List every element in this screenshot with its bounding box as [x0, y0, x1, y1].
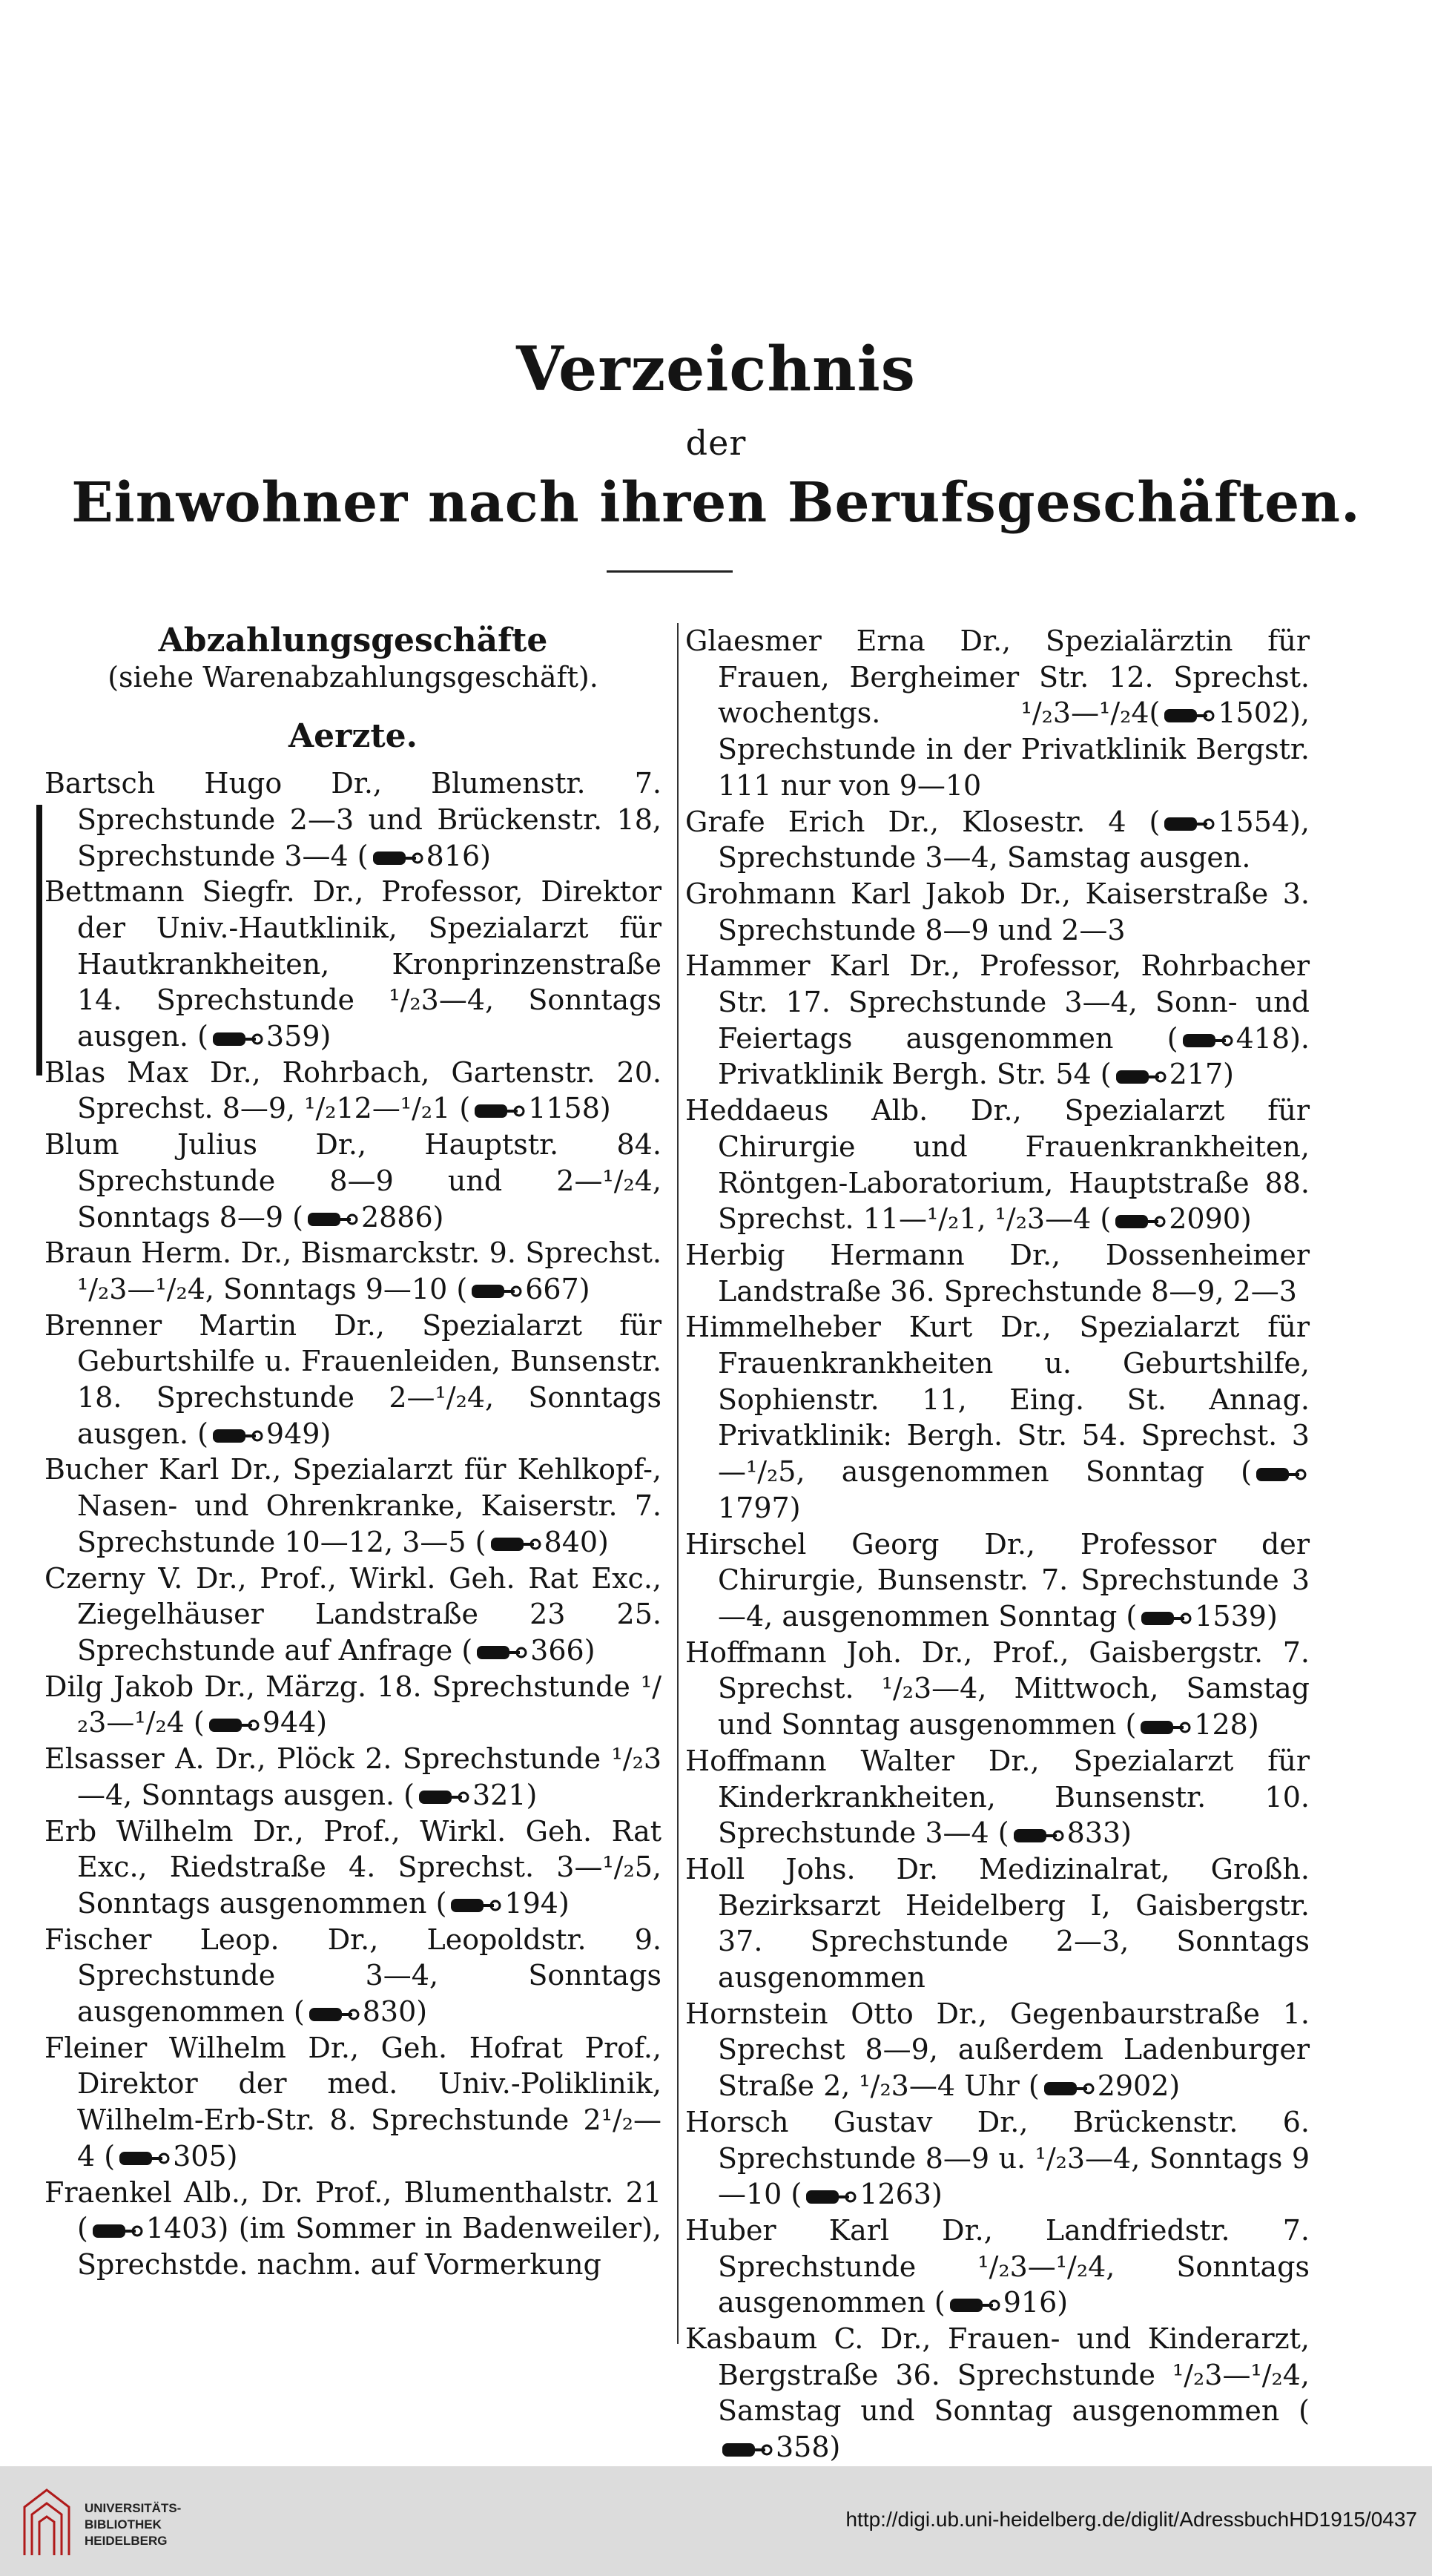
entry-text-tail: ) (im Sommer in Badenweiler), Sprechstde. nachm. auf Vormerkung [77, 2212, 661, 2281]
telephone-icon [721, 2440, 773, 2460]
telephone-number [802, 2178, 931, 2210]
page-subtitle: Einwohner nach ihren Berufsgeschäften. [71, 471, 1361, 535]
entry-text-tail: ) [1247, 1708, 1259, 1742]
title-divider [607, 570, 733, 573]
column-divider [677, 623, 679, 2344]
telephone-icon [449, 1896, 501, 1915]
telephone-icon [306, 1210, 358, 1229]
entry-text: Fischer Leop. Dr., Leopoldstr. 9. Sprechstunde 3—4, Sonntags ausgenommen ( [44, 1923, 661, 2029]
telephone-number-value: 1797 [718, 1491, 790, 1524]
entry-text: Fraenkel Alb., Dr. Prof., Blumenthalstr. 21 ( [44, 2175, 661, 2245]
entry-text: Glaesmer Erna Dr., Spezialärztin für Frauen, Bergheimer Str. 12. Sprechst. wochentgs. ¹/₂3—¹/₂4( [685, 625, 1310, 730]
entry-text-tail: ) [1169, 2069, 1181, 2103]
entry-text: Blas Max Dr., Rohrbach, Gartenstr. 20. Sprechst. 8—9, ¹/₂12—¹/₂1 ( [44, 1055, 661, 1125]
telephone-icon [470, 1282, 522, 1301]
telephone-number-value: 1554 [1218, 805, 1290, 838]
entry-text-tail: ) [931, 2178, 943, 2211]
telephone-icon [1012, 1826, 1064, 1845]
entry-text: Fleiner Wilhelm Dr., Geh. Hofrat Prof., Direktor der med. Univ.-Poliklinik, Wilhelm-Erb-Str. 8. Sprechstunde 2¹/₂—4 ( [44, 2031, 661, 2173]
entry-text: Bartsch Hugo Dr., Blumenstr. 7. Sprechstunde 2—3 und Brückenstr. 18, Sprechstunde 3—4 ( [44, 767, 661, 872]
directory-entry [685, 2321, 1310, 2465]
telephone-number [115, 2140, 227, 2173]
directory-entry [44, 1741, 661, 1813]
section-heading-aerzte: Aerzte. [288, 717, 418, 756]
telephone-number-value: 217 [1169, 1058, 1224, 1091]
entry-text: Horsch Gustav Dr., Brückenstr. 6. Sprechstunde 8—9 u. ¹/₂3—4, Sonntags 9—10 ( [685, 2105, 1310, 2211]
entry-text: Dilg Jakob Dr., Märzg. 18. Sprechstunde ¹/₂3—¹/₂4 ( [44, 1670, 661, 1739]
telephone-number-value: 359 [265, 1020, 320, 1053]
directory-entry [44, 2175, 661, 2283]
entry-text-tail: ) [578, 1272, 590, 1305]
entry-text-tail: ) [1121, 1816, 1132, 1850]
directory-entry [44, 1814, 661, 1922]
directory-entry [685, 1851, 1310, 1996]
telephone-number-value: 833 [1066, 1816, 1121, 1850]
telephone-number-value: 1502 [1218, 696, 1290, 730]
directory-entry [685, 1309, 1310, 1526]
library-name-line3: HEIDELBERG [85, 2534, 168, 2548]
directory-entry [44, 1561, 661, 1669]
telephone-number-value: 2886 [360, 1200, 433, 1233]
entry-text: Hoffmann Walter Dr., Spezialarzt für Kinderkrankheiten, Bunsenstr. 10. Sprechstunde 3—4 ( [685, 1744, 1310, 1850]
telephone-number [205, 1706, 317, 1739]
telephone-number [305, 1995, 417, 2028]
entry-text: Holl Johs. Dr. Medizinalrat, Großh. Bezirksarzt Heidelberg I, Gaisbergstr. 37. Sprechstunde 2—3, Sonntags ausgenommen [685, 1852, 1310, 1994]
telephone-icon [1255, 1465, 1307, 1484]
telephone-number-value: 418 [1235, 1021, 1290, 1055]
telephone-number [1178, 1022, 1290, 1055]
directory-entry [685, 1743, 1310, 1851]
telephone-icon [1114, 1212, 1166, 1231]
entry-text: Huber Karl Dr., Landfriedstr. 7. Sprechstunde ¹/₂3—¹/₂4, Sonntags ausgenommen ( [685, 2213, 1310, 2319]
telephone-number [1111, 1202, 1241, 1235]
source-url-link[interactable]: http://digi.ub.uni-heidelberg.de/diglit/AdressbuchHD1915/0437 [845, 2508, 1417, 2531]
telephone-number-value: 1158 [528, 1092, 600, 1125]
telephone-number-value: 2902 [1097, 2069, 1169, 2103]
left-column [44, 623, 661, 2283]
directory-entry [44, 765, 661, 874]
directory-entry [685, 1093, 1310, 1237]
telephone-icon [1163, 706, 1215, 725]
library-logo-icon [13, 2481, 80, 2563]
entry-text-tail: ) [1266, 1599, 1278, 1633]
entry-text: Herbig Hermann Dr., Dossenheimer Landstraße 36. Sprechstunde 8—9, 2—3 [685, 1238, 1310, 1308]
telephone-icon [372, 849, 423, 868]
entry-text: Erb Wilhelm Dr., Prof., Wirkl. Geh. Rat Exc., Riedstraße 4. Sprechst. 3—¹/₂5, Sonntags ausgenommen ( [44, 1814, 661, 1920]
entry-text: Czerny V. Dr., Prof., Wirkl. Geh. Rat Exc., Ziegelhäuser Landstraße 23 25. Sprechstunde auf Anfrage ( [44, 1561, 661, 1667]
entry-text: Bettmann Siegfr. Dr., Professor, Direktor der Univ.-Hautklinik, Spezialarzt für Hautkrankheiten, Kronprinzenstraße 14. Sprechstunde ¹/₂3—4, Sonntags ausgen. ( [44, 875, 661, 1053]
entry-text-tail: ) [1223, 1058, 1234, 1091]
entry-text-tail: ) [320, 1020, 331, 1053]
telephone-number [1009, 1816, 1121, 1849]
left-entry-list [44, 765, 661, 2283]
directory-entry [685, 2104, 1310, 2213]
title-connector: der [685, 423, 747, 463]
entry-text-tail: ), Sprechstunde 3—4, Samstag ausgen. [718, 805, 1310, 874]
library-name [85, 2500, 181, 2549]
telephone-number [88, 2212, 218, 2244]
entry-text-tail: ), Sprechstunde in der Privatklinik Bergstr. 111 nur von 9—10 [718, 696, 1310, 802]
directory-entry [685, 1635, 1310, 1743]
entry-text: Grafe Erich Dr., Klosestr. 4 ( [685, 805, 1161, 838]
telephone-number-value: 366 [530, 1633, 584, 1667]
directory-entry [44, 1235, 661, 1307]
entry-text: Hirschel Georg Dr., Professor der Chirurgie, Bunsenstr. 7. Sprechstunde 3—4, ausgenommen Sonntag ( [685, 1527, 1310, 1633]
entry-text-tail: ) [226, 2139, 238, 2173]
telephone-icon [1181, 1031, 1233, 1050]
telephone-number-value: 305 [173, 2139, 227, 2173]
telephone-icon [211, 1426, 263, 1446]
entry-text: Hammer Karl Dr., Professor, Rohrbacher Str. 17. Sprechstunde 3—4, Sonn- und Feiertags ausgenommen ( [685, 949, 1310, 1055]
telephone-number [946, 2286, 1057, 2319]
entry-text: Himmelheber Kurt Dr., Spezialarzt für Frauenkrankheiten u. Geburtshilfe, Sophienstr. 11, Eing. St. Annag. Privatklinik: Bergh. Str. 54. Sprechst. 3—¹/₂5, ausgenommen Sonntag ( [685, 1311, 1310, 1489]
entry-text-tail: ) [599, 1092, 611, 1125]
entry-text: Bucher Karl Dr., Spezialarzt für Kehlkopf-, Nasen- und Ohrenkranke, Kaiserstr. 7. Sprechstunde 10—12, 3—5 ( [44, 1453, 661, 1558]
directory-entry [685, 2213, 1310, 2321]
entry-text: Blum Julius Dr., Hauptstr. 84. Sprechstunde 8—9 und 2—¹/₂4, Sonntags 8—9 ( [44, 1128, 661, 1233]
entry-text-tail: ) [1240, 1202, 1252, 1236]
entry-text: Hoffmann Joh. Dr., Prof., Gaisbergstr. 7. Sprechst. ¹/₂3—4, Mittwoch, Samstag und Sonntag ausgenommen ( [685, 1635, 1310, 1742]
telephone-number [1160, 806, 1290, 838]
directory-entry [44, 1669, 661, 1741]
entry-text: Hornstein Otto Dr., Gegenbaurstraße 1. Sprechst 8—9, außerdem Ladenburger Straße 2, ¹/₂3—4 Uhr ( [685, 1997, 1310, 2103]
telephone-number-value: 194 [504, 1886, 558, 1920]
margin-mark [36, 805, 42, 1075]
telephone-number [369, 840, 481, 872]
entry-text: Braun Herm. Dr., Bismarckstr. 9. Sprechst. ¹/₂3—¹/₂4, Sonntags 9—10 ( [44, 1236, 661, 1305]
directory-entry [44, 1308, 661, 1452]
telephone-number [303, 1201, 433, 1233]
telephone-icon [1043, 2079, 1095, 2098]
telephone-number-value: 321 [472, 1778, 527, 1811]
library-name-line1: UNIVERSITÄTS- [85, 2501, 182, 2515]
entry-text-tail: ) [584, 1633, 595, 1667]
telephone-icon [805, 2187, 857, 2207]
directory-entry [44, 1055, 661, 1127]
entry-text: Grohmann Karl Jakob Dr., Kaiserstraße 3. Sprechstunde 8—9 und 2—3 [685, 877, 1310, 946]
directory-entry [685, 876, 1310, 948]
telephone-number-value: 949 [265, 1417, 320, 1450]
telephone-number [470, 1092, 600, 1124]
telephone-number [415, 1779, 527, 1811]
telephone-icon [211, 1030, 263, 1049]
telephone-icon [948, 2296, 1000, 2315]
telephone-number [486, 1526, 598, 1558]
right-entry-list [685, 623, 1310, 2465]
telephone-number-value: 830 [362, 1995, 417, 2029]
telephone-number [1160, 696, 1290, 729]
entry-text-tail: ) [480, 839, 491, 872]
library-name-line2: BIBLIOTHEK [85, 2517, 162, 2531]
section-heading-abzahlung: Abzahlungsgeschäfte [158, 622, 548, 659]
telephone-icon [473, 1101, 525, 1121]
telephone-icon [1115, 1067, 1167, 1087]
telephone-number-value: 916 [1003, 2286, 1057, 2319]
telephone-icon [475, 1643, 527, 1662]
entry-text-tail: ) [789, 1491, 801, 1524]
telephone-number-value: 816 [426, 839, 481, 872]
telephone-icon [1163, 814, 1215, 834]
entry-text: Kasbaum C. Dr., Frauen- und Kinderarzt, Bergstraße 36. Sprechstunde ¹/₂3—¹/₂4, Samstag und Sonntag ausgenommen ( [685, 2322, 1310, 2428]
entry-text-tail: ) [316, 1706, 328, 1739]
directory-entry [44, 1922, 661, 2030]
telephone-number-value: 358 [776, 2431, 830, 2464]
entry-text-tail: ) [320, 1417, 331, 1450]
telephone-number [208, 1020, 320, 1053]
directory-entry [44, 874, 661, 1055]
entry-text-tail: ) [526, 1778, 538, 1811]
entry-text-tail: ) [829, 2431, 841, 2464]
telephone-number [472, 1634, 584, 1667]
telephone-number-value: 1403 [145, 2212, 218, 2245]
entry-text-tail: ) [558, 1886, 570, 1920]
telephone-icon [208, 1716, 260, 1735]
entry-text-tail: ) [432, 1200, 444, 1233]
telephone-icon [118, 2149, 170, 2168]
directory-entry [685, 1996, 1310, 2104]
telephone-number [718, 2431, 830, 2463]
telephone-number-value: 1539 [1195, 1599, 1267, 1633]
directory-entry [44, 1127, 661, 1235]
telephone-number [1137, 1600, 1267, 1633]
directory-entry [44, 1452, 661, 1560]
telephone-number [446, 1887, 558, 1920]
telephone-icon [1140, 1609, 1192, 1628]
telephone-number [1112, 1058, 1224, 1090]
telephone-number-value: 128 [1194, 1708, 1248, 1742]
footer-bar [0, 2466, 1432, 2576]
directory-entry [685, 948, 1310, 1093]
entry-text: Elsasser A. Dr., Plöck 2. Sprechstunde ¹/₂3—4, Sonntags ausgen. ( [44, 1742, 661, 1811]
directory-entry [685, 1237, 1310, 1309]
telephone-number-value: 944 [262, 1706, 317, 1739]
entry-text: Brenner Martin Dr., Spezialarzt für Geburtshilfe u. Frauenleiden, Bunsenstr. 18. Sprechstunde 2—¹/₂4, Sonntags ausgen. ( [44, 1308, 661, 1450]
telephone-number [208, 1417, 320, 1450]
telephone-icon [1139, 1718, 1191, 1737]
entry-text: Heddaeus Alb. Dr., Spezialarzt für Chirurgie und Frauenkrankheiten, Röntgen-Laboratorium, Hauptstraße 88. Sprechst. 11—¹/₂1, ¹/₂3—4 ( [685, 1094, 1310, 1236]
entry-text-tail: ). Privatklinik Bergh. Str. 54 ( [718, 1021, 1310, 1091]
entry-text-tail: ) [1057, 2286, 1069, 2319]
page-title: Verzeichnis [516, 334, 916, 405]
telephone-number [467, 1273, 579, 1305]
entry-text-tail: ) [598, 1525, 609, 1558]
right-column [685, 623, 1310, 2465]
directory-entry [44, 2030, 661, 2175]
telephone-number-value: 667 [525, 1272, 579, 1305]
telephone-icon [489, 1535, 541, 1554]
telephone-icon [91, 2221, 143, 2241]
telephone-icon [418, 1788, 469, 1807]
directory-entry [685, 623, 1310, 804]
telephone-number-value: 1263 [859, 2178, 931, 2211]
section-subheading-abzahlung: (siehe Warenabzahlungsgeschäft). [108, 660, 598, 694]
directory-entry [685, 1526, 1310, 1635]
telephone-number-value: 2090 [1169, 1202, 1241, 1236]
directory-entry [685, 804, 1310, 876]
telephone-number-value: 840 [544, 1525, 598, 1558]
telephone-icon [308, 2005, 360, 2024]
telephone-number [1040, 2069, 1169, 2102]
telephone-number [1136, 1708, 1248, 1741]
entry-text-tail: ) [416, 1995, 428, 2029]
